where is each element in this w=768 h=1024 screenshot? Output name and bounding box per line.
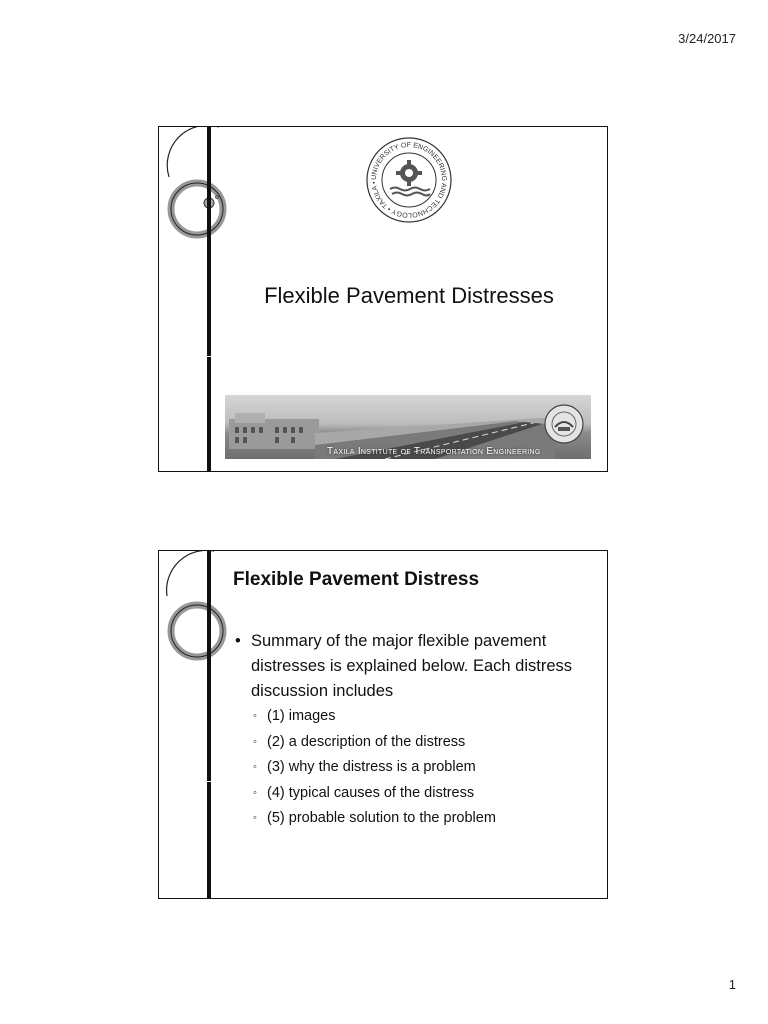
- list-item: [253, 704, 496, 730]
- circle-bullet-icon: ◦: [253, 710, 257, 722]
- list-item: [253, 755, 496, 781]
- date-label: 3/24/2017: [678, 31, 736, 46]
- list-item-text: (3) why the distress is a problem: [267, 759, 476, 775]
- slide-1-title: Flexible Pavement Distresses: [264, 283, 554, 308]
- slide-1: [158, 126, 608, 472]
- circle-bullet-icon: ◦: [253, 735, 257, 748]
- vertical-bar: [207, 551, 211, 898]
- list-item: [253, 781, 496, 807]
- banner-image: [225, 395, 591, 459]
- list-item-text: (1) images: [267, 708, 336, 724]
- list-item: [253, 806, 496, 832]
- bar-tick: [207, 781, 213, 782]
- institute-logo: [543, 403, 585, 445]
- circle-bullet-icon: ◦: [253, 786, 257, 799]
- list-item-text: (2) a description of the distress: [267, 733, 466, 750]
- circles-decoration: [159, 127, 229, 247]
- list-item: [253, 730, 496, 756]
- page-number: 1: [728, 977, 736, 992]
- bullet-dot: •: [235, 632, 241, 650]
- slide-2: [158, 550, 608, 899]
- list-item-text: (4) typical causes of the distress: [267, 784, 475, 801]
- bullet-item: [233, 629, 593, 704]
- bullet-text: Summary of the major flexible pavement distresses is explained below. Each distress discussion includes: [251, 632, 572, 700]
- banner-caption: Taxila Institute of Transportation Engineering: [327, 446, 541, 457]
- seal-text: UNIVERSITY OF ENGINEERING AND TECHNOLOGY • TAXILA •: [370, 141, 448, 219]
- circle-bullet-icon: ◦: [253, 812, 257, 824]
- bar-tick: [207, 356, 213, 357]
- sub-bullet-list: [253, 704, 496, 832]
- circle-bullet-icon: ◦: [253, 761, 257, 773]
- slide-2-title: Flexible Pavement Distress: [233, 569, 480, 590]
- university-seal-logo: [364, 135, 454, 225]
- list-item-text: (5) probable solution to the problem: [267, 810, 496, 826]
- circles-decoration: [159, 551, 229, 671]
- building-image: [225, 409, 325, 453]
